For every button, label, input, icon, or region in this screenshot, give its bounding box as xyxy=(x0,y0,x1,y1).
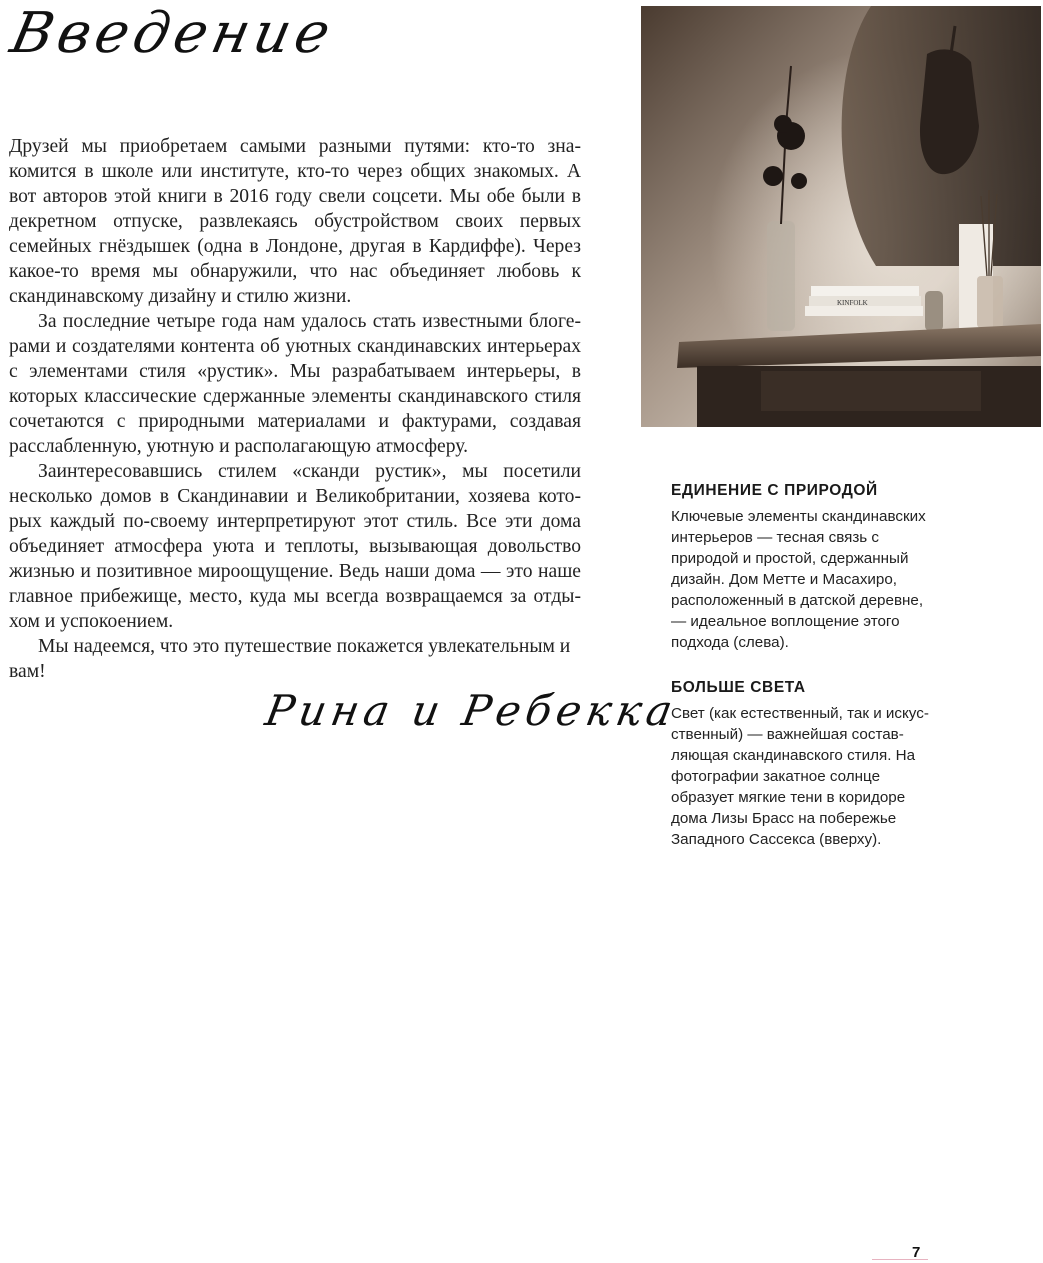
body-paragraph: За последние четыре года нам удалось стать известными блогерами и создателями контента об уютных скандинавских интерьерах с элементами стиля «рустик». Мы разрабатываем интерьеры, в которых классические сдержанные элементы скандинавского стиля сочетаются с природными материалами и фактурами, создавая расслабленную, уютную и располагающую атмосферу. xyxy=(9,311,581,457)
caption-text: Свет (как естественный, так и искусственный) — важнейшая составляющая скандинавского стиля. На фотографии закатное солнце образует мягкие тени в коридоре дома Лизы Брасс на побережье Западного Сассекса (вверху). xyxy=(671,705,929,848)
caption-title: БОЛЬШЕ СВЕТА xyxy=(671,679,806,696)
caption-title: ЕДИНЕНИЕ С ПРИРОДОЙ xyxy=(671,482,878,499)
stacked-book xyxy=(811,286,919,296)
body-text xyxy=(9,134,581,684)
interior-photo xyxy=(641,6,1041,427)
body-paragraph: Мы надеемся, что это путешествие покажется увлекательным и вам! xyxy=(9,636,571,682)
dark-flower xyxy=(791,173,807,189)
dark-flower xyxy=(763,166,783,186)
sidebar-captions xyxy=(671,482,931,876)
chapter-title: Введение xyxy=(5,1,341,66)
body-paragraph: Заинтересовавшись стилем «сканди рустик», мы посетили несколько домов в Скандинавии и Великобритании, хозяева которых каждый по-своему интерпретируют этот стиль. Все эти дома объединяет атмосфера уюта и теплоты, вызывающая довольство жизнью и позитивное мироощущение. Ведь наши дома — это наше главное прибежище, место, куда мы всегда возвращаемся за отдыхом и успокоением. xyxy=(9,461,581,632)
hanging-basket xyxy=(920,49,979,174)
stacked-book xyxy=(805,306,923,316)
authors-signature: Рина и Ребекка xyxy=(261,686,681,735)
glass-vase xyxy=(767,221,795,331)
interior-photo-illustration xyxy=(641,6,1041,427)
table-drawer xyxy=(761,371,981,411)
caption-text: Ключевые элементы скандинавских интерьеров — тесная связь с природой и простой, сдержанный дизайн. Дом Метте и Масахиро, расположенный в датской деревне, — идеальное воплощение этого подхода (слева). xyxy=(671,508,926,651)
wooden-figurine xyxy=(925,291,943,331)
body-paragraph: Друзей мы приобретаем самыми разными путями: кто-то знакомится в школе или институте, кто-то через общих знакомых. А вот авторов этой книги в 2016 году свели соцсети. Мы обе были в декретном отпуске, развлекаясь обустройством своих первых семейных гнёздышек (одна в Лондоне, другая в Кардиффе). Через какое-то время мы обнаружили, что нас объединяет любовь к скандинавскому дизайну и стилю жизни. xyxy=(9,136,581,307)
diffuser-bottle xyxy=(977,276,1003,328)
book-spine-label: KINFOLK xyxy=(837,299,868,307)
page-number: 7 xyxy=(912,1244,921,1261)
dark-flower xyxy=(774,115,792,133)
